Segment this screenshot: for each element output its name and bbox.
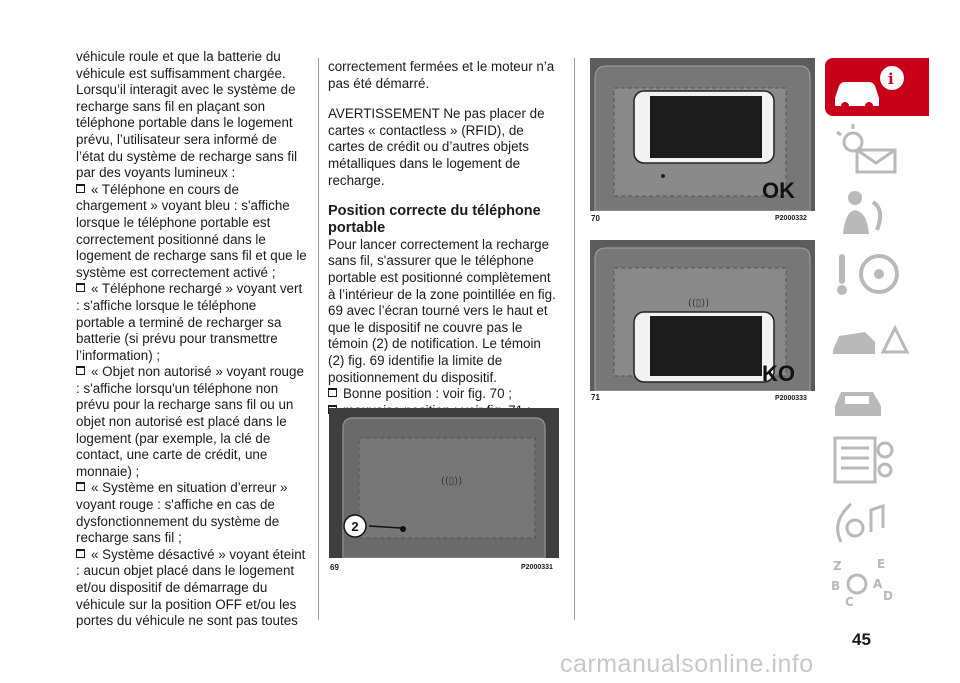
warning-paragraph: AVERTISSEMENT Ne pas placer de cartes « contactless » (RFID), de cartes de crédit ou d’autres objets métalliques dans le logement de recharge. [328,106,545,188]
tab-car-info[interactable] [825,58,929,116]
bullet-item: « Objet non autorisé » voyant rouge : s'affiche lorsqu'un téléphone non prévu pour la recharge sans fil ou un objet non autorisé est placé dans le logement (par exemple, la clé de contact, une carte de crédit, une monnaie) ; [76,364,304,479]
svg-text:Z: Z [833,559,842,573]
bullet-item: « Téléphone en cours de chargement » voyant bleu : s'affiche lorsque le téléphone portable est correctement positionné dans le logement de recharge sans fil et que le système est correctement activé ; [76,181,307,280]
svg-text:E: E [877,557,886,571]
driving-steering-icon [825,244,929,302]
servicing-car-icon [825,368,929,426]
tab-driving[interactable] [825,244,929,302]
wireless-charger-pad-illustration [329,408,559,558]
ok-label: OK [762,178,795,203]
page-number: 45 [852,630,871,649]
intro-paragraph: véhicule roule et que la batterie du véhicule est suffisamment chargée. Lorsqu’il interagit avec le système de recharge sans fil en plaçant son téléphone portable dans le logement prévu, l’utilisateur sera informé de l’état du système de recharge sans fil par des voyants lumineux : [76,49,298,181]
bullet-icon [76,482,85,491]
watermark: carmanualsonline.info [560,650,814,678]
svg-text:D: D [883,589,893,603]
bullet-item: « Système en situation d’erreur » voyant rouge : s'affiche en cas de dysfonctionnement du système de recharge sans fil ; [76,480,288,546]
figure-code: P2000332 [775,215,807,222]
tab-index[interactable] [825,554,929,612]
technical-data-icon [825,430,929,488]
figure-code: P2000331 [521,564,553,571]
column-divider [574,58,575,620]
column-middle [328,59,560,419]
figure-69 [329,408,559,558]
figure-number: 71 [591,393,600,402]
figure-71 [590,240,815,391]
bullet-item: « Téléphone rechargé » voyant vert : s'affiche lorsque le téléphone portable a terminé de recharger sa batterie (si prévu pour transmettre l’information) ; [76,281,303,363]
car-info-icon [825,58,929,116]
safety-airbag-icon [825,182,929,240]
figure-70 [590,58,815,211]
multimedia-icon [825,492,929,550]
callout-number: 2 [351,519,359,534]
wireless-charge-icon: ((▯)) [688,298,710,309]
wireless-charge-icon: ((▯)) [441,476,463,487]
figure-number: 69 [330,563,339,572]
svg-text:A: A [873,577,883,591]
bullet-icon [76,366,85,375]
tab-multimedia[interactable] [825,492,929,550]
svg-text:B: B [831,579,841,593]
column-divider [318,58,319,620]
tab-emergency[interactable] [825,306,929,364]
bullet-icon [76,283,85,292]
tab-safety[interactable] [825,182,929,240]
column-left [76,49,308,630]
bullet-item: Bonne position : voir fig. 70 ; [328,386,560,403]
body-paragraph: Pour lancer correctement la recharge sans fil, s'assurer que le téléphone portable est positionné complètement à l’intérieur de la zone pointillée en fig. 69 avec l’écran tourné vers le haut et que le dispositif ne couvre pas le témoin (2) de notification. Le témoin (2) fig. 69 identifie la limite de positionnement du dispositif. [328,236,556,385]
bullet-icon [76,184,85,193]
figure-code: P2000333 [775,395,807,402]
svg-text:C: C [845,595,854,609]
emergency-icon [825,306,929,364]
tab-warning-lights[interactable] [825,120,929,178]
section-heading: Position correcte du téléphone portable [328,203,541,236]
ko-label: KO [762,361,795,386]
tab-technical-data[interactable] [825,430,929,488]
warning-lights-icon [825,120,929,178]
bullet-icon [76,549,85,558]
tab-servicing[interactable] [825,368,929,426]
figure-number: 70 [591,214,600,223]
bullet-item: « Système désactivé » voyant éteint : aucun objet placé dans le logement et/ou dispositif de démarrage du véhicule sur la position OFF et/ou les portes du véhicule ne sont pas toutes [76,546,306,629]
index-icon [825,554,929,612]
bullet-icon [328,388,337,397]
intro-paragraph: correctement fermées et le moteur n’a pas été démarré. [328,59,555,91]
svg-text:i: i [888,70,894,88]
